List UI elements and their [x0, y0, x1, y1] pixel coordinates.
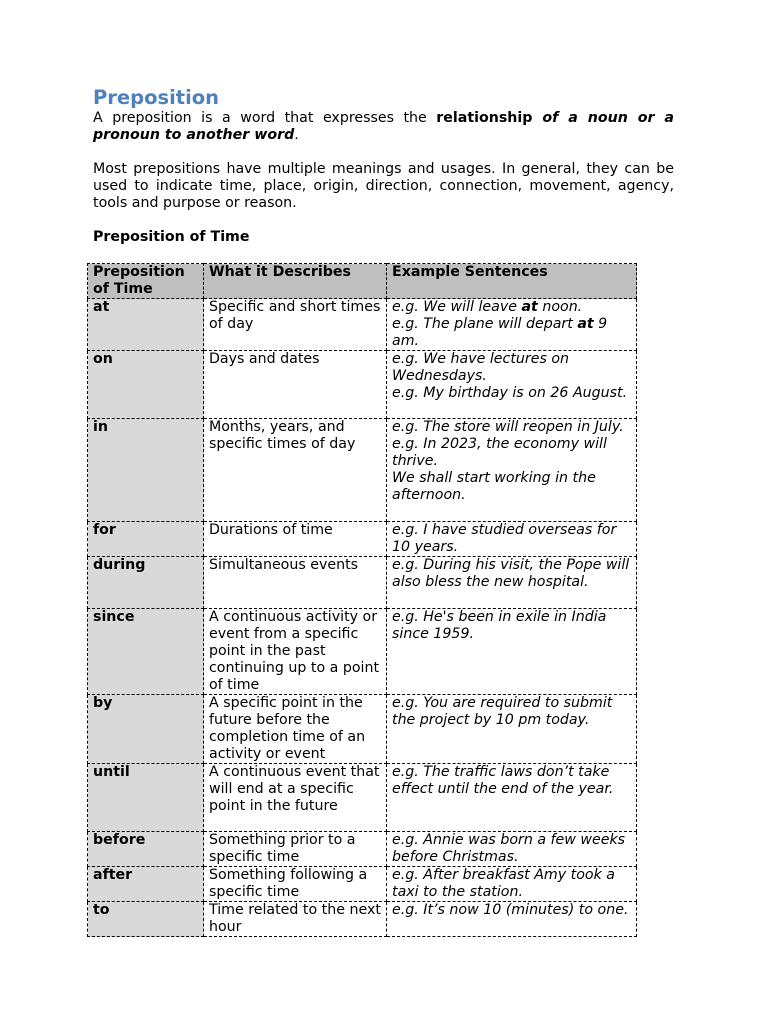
table-row [88, 902, 637, 937]
table-row [88, 764, 637, 832]
table-body [88, 299, 637, 937]
example-sentence: We shall start working in the afternoon. [392, 470, 596, 503]
description-cell: Durations of time [204, 522, 387, 557]
table-row [88, 419, 637, 522]
preposition-cell: after [88, 867, 204, 902]
table-row [88, 609, 637, 695]
table-row [88, 695, 637, 764]
usage-paragraph: Most prepositions have multiple meanings and usages. In general, they can be used to indicate time, place, origin, direction, connection, movement, agency, tools and purpose or reason. [93, 161, 674, 211]
page-title: Preposition [93, 86, 220, 109]
definition-bold: relationship [436, 110, 533, 126]
example-sentence: e.g. He's been in exile in India since 1959. [392, 609, 607, 642]
preposition-cell: in [88, 419, 204, 522]
examples-cell [387, 419, 637, 522]
preposition-cell: by [88, 695, 204, 764]
description-cell: Time related to the next hour [204, 902, 387, 937]
example-sentence: e.g. The traffic laws don’t take effect until the end of the year. [392, 764, 614, 797]
description-cell: Simultaneous events [204, 557, 387, 609]
description-cell: Specific and short times of day [204, 299, 387, 351]
description-cell: A continuous event that will end at a specific point in the future [204, 764, 387, 832]
example-sentence: e.g. I have studied overseas for 10 years. [392, 522, 617, 555]
header-description: What it Describes [204, 264, 387, 299]
examples-cell [387, 557, 637, 609]
preposition-cell: before [88, 832, 204, 867]
examples-cell [387, 832, 637, 867]
definition-paragraph [93, 110, 674, 144]
preposition-cell: during [88, 557, 204, 609]
preposition-cell: on [88, 351, 204, 419]
description-cell: Something prior to a specific time [204, 832, 387, 867]
preposition-cell: for [88, 522, 204, 557]
header-preposition: Preposition of Time [88, 264, 204, 299]
definition-end: . [294, 127, 299, 143]
definition-lead: A preposition is a word that expresses the [93, 110, 437, 126]
table-row [88, 867, 637, 902]
description-cell: A specific point in the future before the completion time of an activity or event [204, 695, 387, 764]
table-row [88, 832, 637, 867]
table-row [88, 557, 637, 609]
table-header-row [88, 264, 637, 299]
examples-cell [387, 299, 637, 351]
preposition-table [87, 263, 637, 937]
description-cell: A continuous activity or event from a specific point in the past continuing up to a point of time [204, 609, 387, 695]
examples-cell [387, 522, 637, 557]
example-sentence: e.g. During his visit, the Pope will also bless the new hospital. [392, 557, 630, 590]
example-sentence: e.g. After breakfast Amy took a taxi to the station. [392, 867, 616, 900]
example-sentence: e.g. In 2023, the economy will thrive. [392, 436, 607, 469]
example-sentence: e.g. My birthday is on 26 August. [392, 385, 628, 401]
definition-bold-italic: of a noun or a pronoun to another word [93, 110, 674, 143]
example-sentence: e.g. We will leave at noon. [392, 299, 583, 315]
description-cell: Something following a specific time [204, 867, 387, 902]
preposition-cell: since [88, 609, 204, 695]
description-cell: Days and dates [204, 351, 387, 419]
examples-cell [387, 764, 637, 832]
preposition-cell: until [88, 764, 204, 832]
table-row [88, 522, 637, 557]
examples-cell [387, 351, 637, 419]
examples-cell [387, 609, 637, 695]
example-sentence: e.g. It’s now 10 (minutes) to one. [392, 902, 629, 918]
example-sentence: e.g. You are required to submit the project by 10 pm today. [392, 695, 613, 728]
section-heading: Preposition of Time [93, 229, 250, 245]
example-sentence: e.g. We have lectures on Wednesdays. [392, 351, 570, 384]
table-row [88, 299, 637, 351]
header-examples: Example Sentences [387, 264, 637, 299]
example-sentence: e.g. The store will reopen in July. [392, 419, 624, 435]
example-sentence: e.g. The plane will depart at 9 am. [392, 316, 608, 349]
table-row [88, 351, 637, 419]
description-cell: Months, years, and specific times of day [204, 419, 387, 522]
preposition-cell: to [88, 902, 204, 937]
preposition-cell: at [88, 299, 204, 351]
examples-cell [387, 695, 637, 764]
examples-cell [387, 902, 637, 937]
example-sentence: e.g. Annie was born a few weeks before Christmas. [392, 832, 626, 865]
examples-cell [387, 867, 637, 902]
